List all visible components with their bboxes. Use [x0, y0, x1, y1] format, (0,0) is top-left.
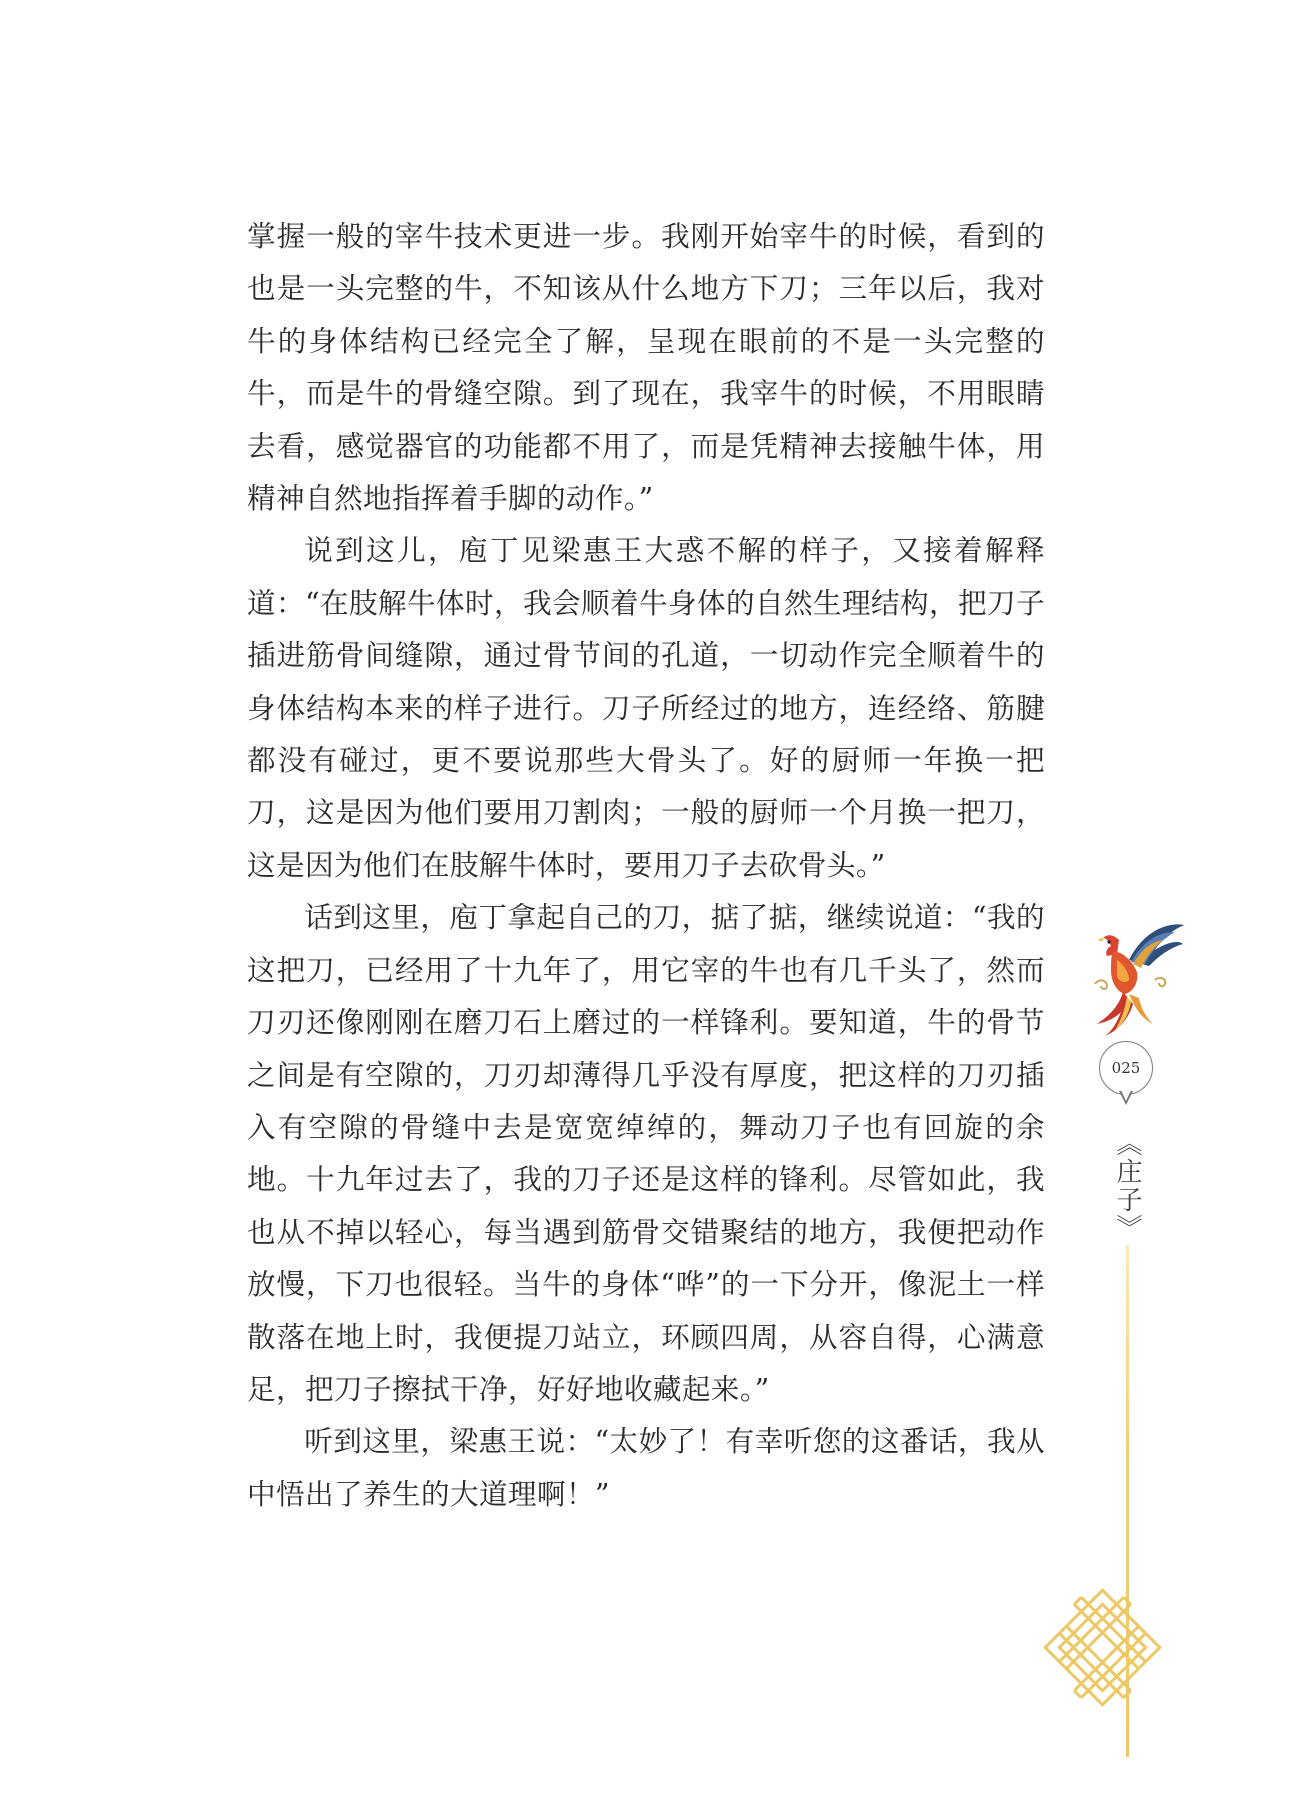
endless-knot-icon [1040, 1585, 1165, 1710]
main-text [247, 210, 1045, 1520]
phoenix-icon [1089, 920, 1185, 1038]
paragraph-2: 说到这儿，庖丁见梁惠王大惑不解的样子，又接着解释道：“在肢解牛体时，我会顺着牛身体的自然生理结构，把刀子插进筋骨间缝隙，通过骨节间的孔道，一切动作完全顺着牛的身体结构本来的样子进行。刀子所经过的地方，连经络、筋腱都没有碰过，更不要说那些大骨头了。好的厨师一年换一把刀，这是因为他们要用刀割肉；一般的厨师一个月换一把刀，这是因为他们在肢解牛体时，要用刀子去砍骨头。” [247, 533, 1045, 882]
paragraph-1: 掌握一般的宰牛技术更进一步。我刚开始宰牛的时候，看到的也是一头完整的牛，不知该从什么地方下刀；三年以后，我对牛的身体结构已经完全了解，呈现在眼前的不是一头完整的牛，而是牛的骨缝空隙。到了现在，我宰牛的时候，不用眼睛去看，感觉器官的功能都不用了，而是凭精神去接触牛体，用精神自然地指挥着手脚的动作。” [247, 219, 1045, 516]
paragraph-3: 话到这里，庖丁拿起自己的刀，掂了掂，继续说道：“我的这把刀，已经用了十九年了，用它宰的牛也有几千头了，然而刀刃还像刚刚在磨刀石上磨过的一样锋利。要知道，牛的骨节之间是有空隙的，刀刃却薄得几乎没有厚度，把这样的刀刃插入有空隙的骨缝中去是宽宽绰绰的，舞动刀子也有回旋的余地。十九年过去了，我的刀子还是这样的锋利。尽管如此，我也从不掉以轻心，每当遇到筋骨交错聚结的地方，我便把动作放慢，下刀也很轻。当牛的身体“哗”的一下分开，像泥土一样散落在地上时，我便提刀站立，环顾四周，从容自得，心满意足，把刀子擦拭干净，好好地收藏起来。” [247, 900, 1045, 1406]
page-number: 025 [1099, 1041, 1153, 1095]
page-sidebar [1080, 0, 1200, 1809]
book-title: 《庄子》 [1112, 1130, 1142, 1242]
paragraph-4: 听到这里，梁惠王说：“太妙了！有幸听您的这番话，我从中悟出了养生的大道理啊！” [247, 1424, 1045, 1511]
page-number-pointer-inner [1121, 1090, 1131, 1101]
